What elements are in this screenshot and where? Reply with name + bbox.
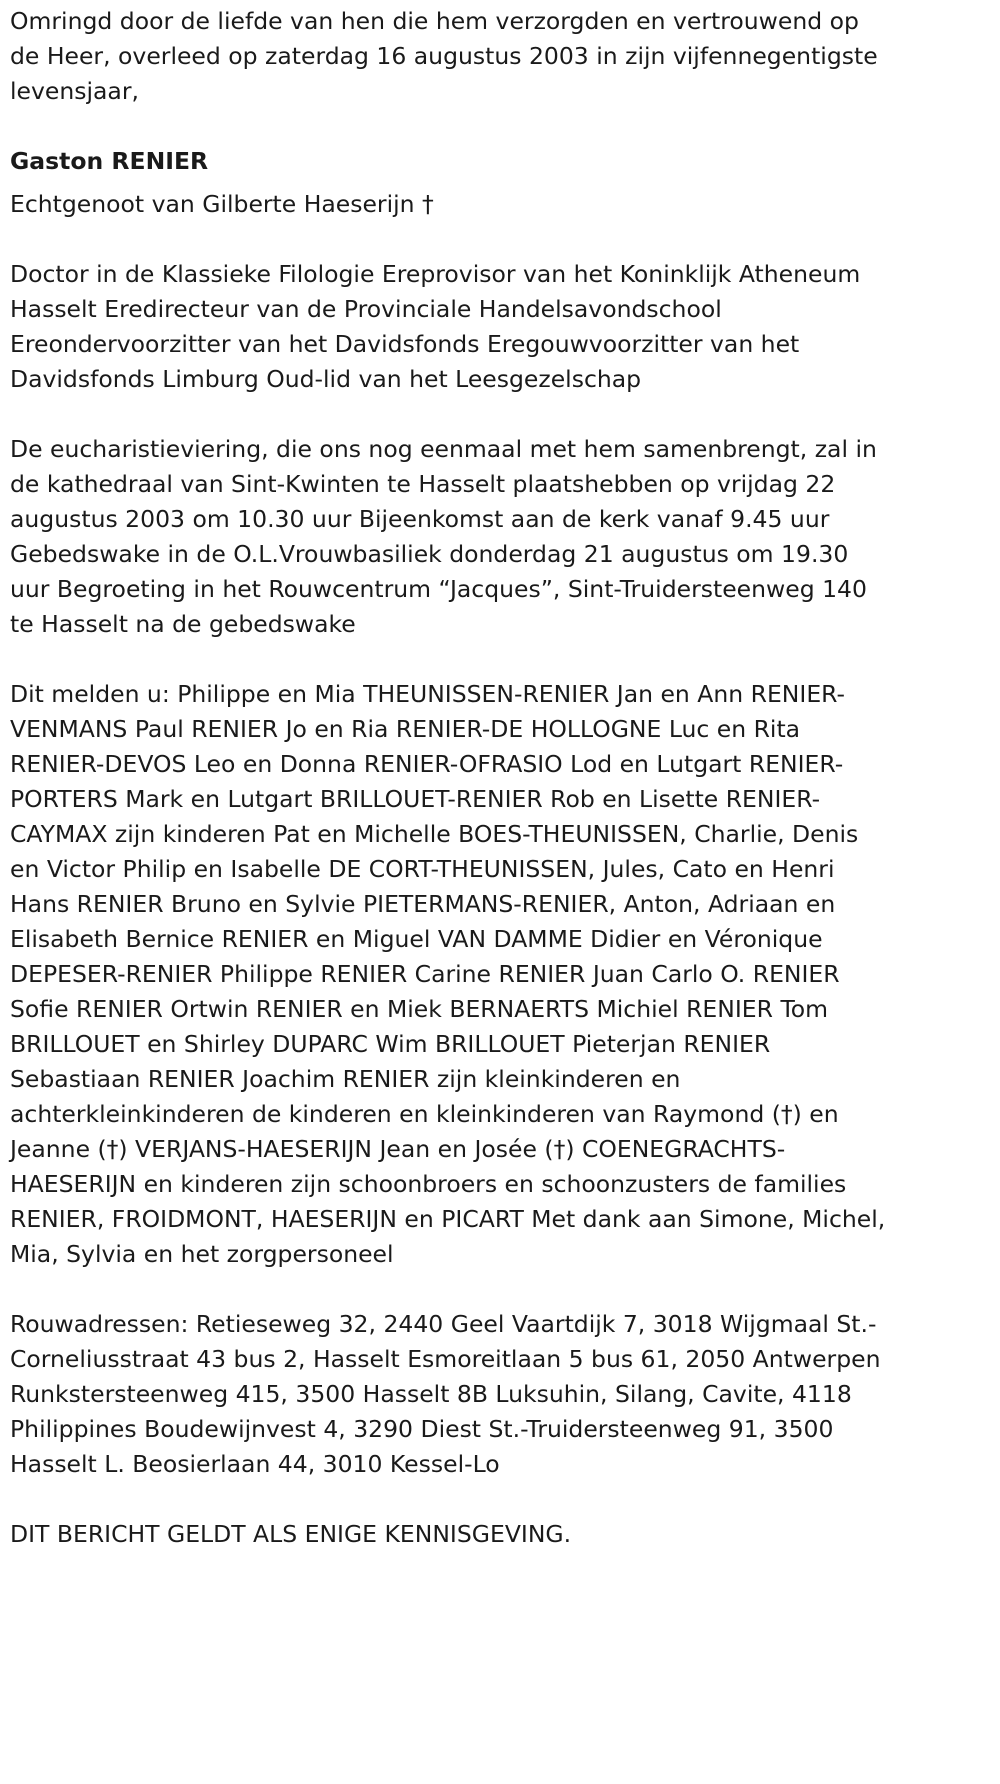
intro-paragraph: Omringd door de liefde van hen die hem verzorgden en vertrouwend op de Heer, overleed op zaterdag 16 augustus 2003 in zijn vijfennegentigste levensjaar, bbox=[10, 7, 878, 105]
family-paragraph: Dit melden u: Philippe en Mia THEUNISSEN-RENIER Jan en Ann RENIER-VENMANS Paul RENIER Jo en Ria RENIER-DE HOLLOGNE Luc en Rita RENIER-DEVOS Leo en Donna RENIER-OFRASIO Lod en Lutgart RENIER-PORTERS Mark en Lutgart BRILLOUET-RENIER Rob en Lisette RENIER-CAYMAX zijn kinderen Pat en Michelle BOES-THEUNISSEN, Charlie, Denis en Victor Philip en Isabelle DE CORT-THEUNISSEN, Jules, Cato en Henri Hans RENIER Bruno en Sylvie PIETERMANS-RENIER, Anton, Adriaan en Elisabeth Bernice RENIER en Miguel VAN DAMME Didier en Véronique DEPESER-RENIER Philippe RENIER Carine RENIER Juan Carlo O. RENIER Sofie RENIER Ortwin RENIER en Miek BERNAERTS Michiel RENIER Tom BRILLOUET en Shirley DUPARC Wim BRILLOUET Pieterjan RENIER Sebastiaan RENIER Joachim RENIER zijn kleinkinderen en achterkleinkinderen de kinderen en kleinkinderen van Raymond (†) en Jeanne (†) VERJANS-HAESERIJN Jean en Josée (†) COENEGRACHTS-HAESERIJN en kinderen zijn schoonbroers en schoonzusters de families RENIER, FROIDMONT, HAESERIJN en PICART Met dank aan Simone, Michel, Mia, Sylvia en het zorgpersoneel bbox=[10, 680, 886, 1268]
spouse-line: Echtgenoot van Gilberte Haeserijn † bbox=[10, 190, 434, 218]
notice-line: DIT BERICHT GELDT ALS ENIGE KENNISGEVING. bbox=[10, 1520, 572, 1548]
addresses-paragraph: Rouwadressen: Retieseweg 32, 2440 Geel Vaartdijk 7, 3018 Wijgmaal St.-Corneliusstraat 43 bus 2, Hasselt Esmoreitlaan 5 bus 61, 2050 Antwerpen Runkstersteenweg 415, 3500 Hasselt 8B Luksuhin, Silang, Cavite, 4118 Philippines Boudewijnvest 4, 3290 Diest St.-Truidersteenweg 91, 3500 Hasselt L. Beosierlaan 44, 3010 Kessel-Lo bbox=[10, 1310, 881, 1478]
titles-paragraph: Doctor in de Klassieke Filologie Ereprovisor van het Koninklijk Atheneum Hasselt Eredirecteur van de Provinciale Handelsavondschool Ereondervoorzitter van het Davidsfonds Eregouwvoorzitter van het Davidsfonds Limburg Oud-lid van het Leesgezelschap bbox=[10, 260, 861, 393]
deceased-name: Gaston RENIER bbox=[10, 147, 209, 175]
ceremony-paragraph: De eucharistieviering, die ons nog eenmaal met hem samenbrengt, zal in de kathedraal van Sint-Kwinten te Hasselt plaatshebben op vrijdag 22 augustus 2003 om 10.30 uur Bijeenkomst aan de kerk vanaf 9.45 uur Gebedswake in de O.L.Vrouwbasiliek donderdag 21 augustus om 19.30 uur Begroeting in het Rouwcentrum “Jacques”, Sint-Truidersteenweg 140 te Hasselt na de gebedswake bbox=[10, 435, 877, 638]
